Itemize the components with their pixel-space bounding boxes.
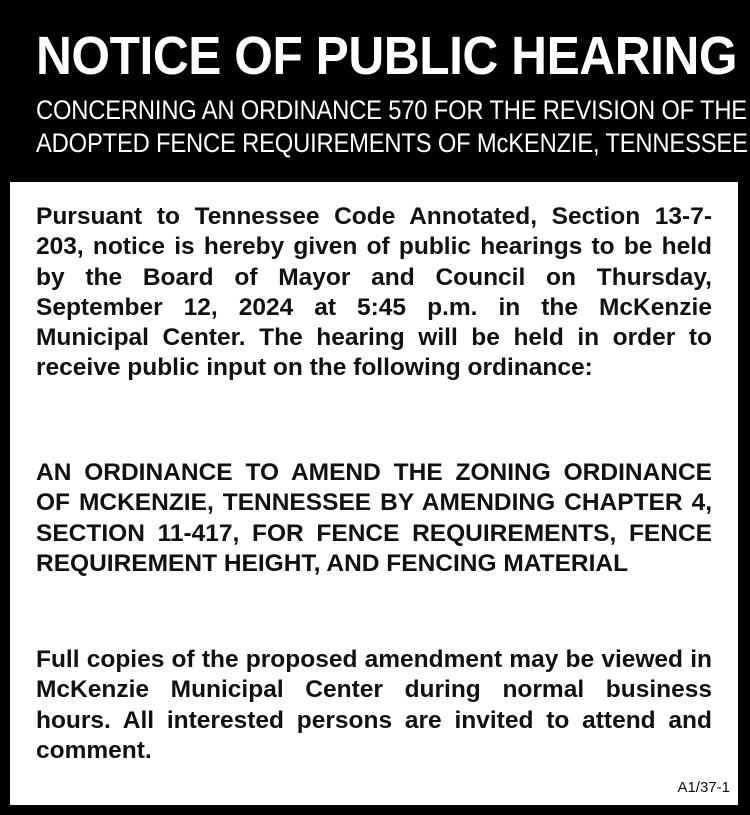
- hearing-details-paragraph: Pursuant to Tennessee Code Annotated, Section 13-7-203, notice is hereby given of public hearings to be held by the Board of Mayor and Council on Thursday, September 12, 2024 at 5:45 p.m. in the McKenzie Municipal Center. The hearing will be held in order to receive public input on the following ordinance:: [36, 203, 712, 382]
- notice-title: NOTICE OF PUBLIC HEARING: [36, 26, 738, 86]
- ordinance-title-paragraph: AN ORDINANCE TO AMEND THE ZONING ORDINANCE OF MCKENZIE, TENNESSEE BY AMENDING CHAPTER 4, SECTION 11-417, FOR FENCE REQUIREMENTS, FENCE REQUIREMENT HEIGHT, AND FENCING MATERIAL: [36, 459, 712, 577]
- notice-header: [0, 0, 750, 182]
- copies-availability-paragraph: Full copies of the proposed amendment may be viewed in McKenzie Municipal Center during normal business hours. All interested persons are invited to attend and comment.: [36, 646, 712, 764]
- subtitle-line-2: ADOPTED FENCE REQUIREMENTS OF McKENZIE, TENNESSEE: [36, 128, 748, 158]
- subtitle-line-1: CONCERNING AN ORDINANCE 570 FOR THE REVISION OF THE: [36, 95, 747, 125]
- reference-code: A1/37-1: [677, 779, 730, 796]
- notice-subtitle: [36, 94, 748, 160]
- notice-body-panel: [10, 182, 738, 805]
